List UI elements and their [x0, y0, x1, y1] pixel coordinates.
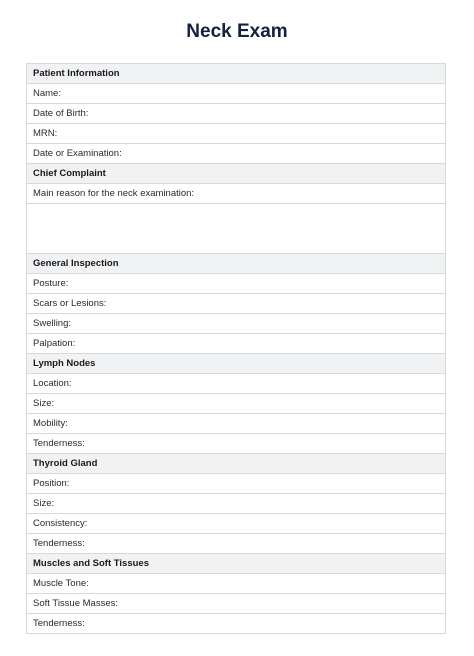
posture-field[interactable]: Posture: [27, 274, 445, 294]
name-field[interactable]: Name: [27, 84, 445, 104]
thyroid-consistency-field[interactable]: Consistency: [27, 514, 445, 534]
lymph-mobility-field[interactable]: Mobility: [27, 414, 445, 434]
lymph-tenderness-field[interactable]: Tenderness: [27, 434, 445, 454]
lymph-size-field[interactable]: Size: [27, 394, 445, 414]
section-header-general-inspection: General Inspection [27, 254, 445, 274]
lymph-location-field[interactable]: Location: [27, 374, 445, 394]
scars-or-lesions-field[interactable]: Scars or Lesions: [27, 294, 445, 314]
soft-tissue-masses-field[interactable]: Soft Tissue Masses: [27, 594, 445, 614]
neck-exam-form [26, 63, 446, 634]
muscle-tone-field[interactable]: Muscle Tone: [27, 574, 445, 594]
date-of-birth-field[interactable]: Date of Birth: [27, 104, 445, 124]
date-of-examination-field[interactable]: Date or Examination: [27, 144, 445, 164]
thyroid-position-field[interactable]: Position: [27, 474, 445, 494]
mrn-field[interactable]: MRN: [27, 124, 445, 144]
page-title: Neck Exam [186, 21, 288, 42]
swelling-field[interactable]: Swelling: [27, 314, 445, 334]
palpation-field[interactable]: Palpation: [27, 334, 445, 354]
main-reason-label: Main reason for the neck examination: [27, 184, 445, 204]
section-header-muscles-and-soft-tissues: Muscles and Soft Tissues [27, 554, 445, 574]
main-reason-text-area[interactable] [27, 204, 445, 254]
section-header-lymph-nodes: Lymph Nodes [27, 354, 445, 374]
section-header-chief-complaint: Chief Complaint [27, 164, 445, 184]
thyroid-size-field[interactable]: Size: [27, 494, 445, 514]
section-header-thyroid-gland: Thyroid Gland [27, 454, 445, 474]
muscle-tenderness-field[interactable]: Tenderness: [27, 614, 445, 634]
thyroid-tenderness-field[interactable]: Tenderness: [27, 534, 445, 554]
section-header-patient-information: Patient Information [27, 64, 445, 84]
